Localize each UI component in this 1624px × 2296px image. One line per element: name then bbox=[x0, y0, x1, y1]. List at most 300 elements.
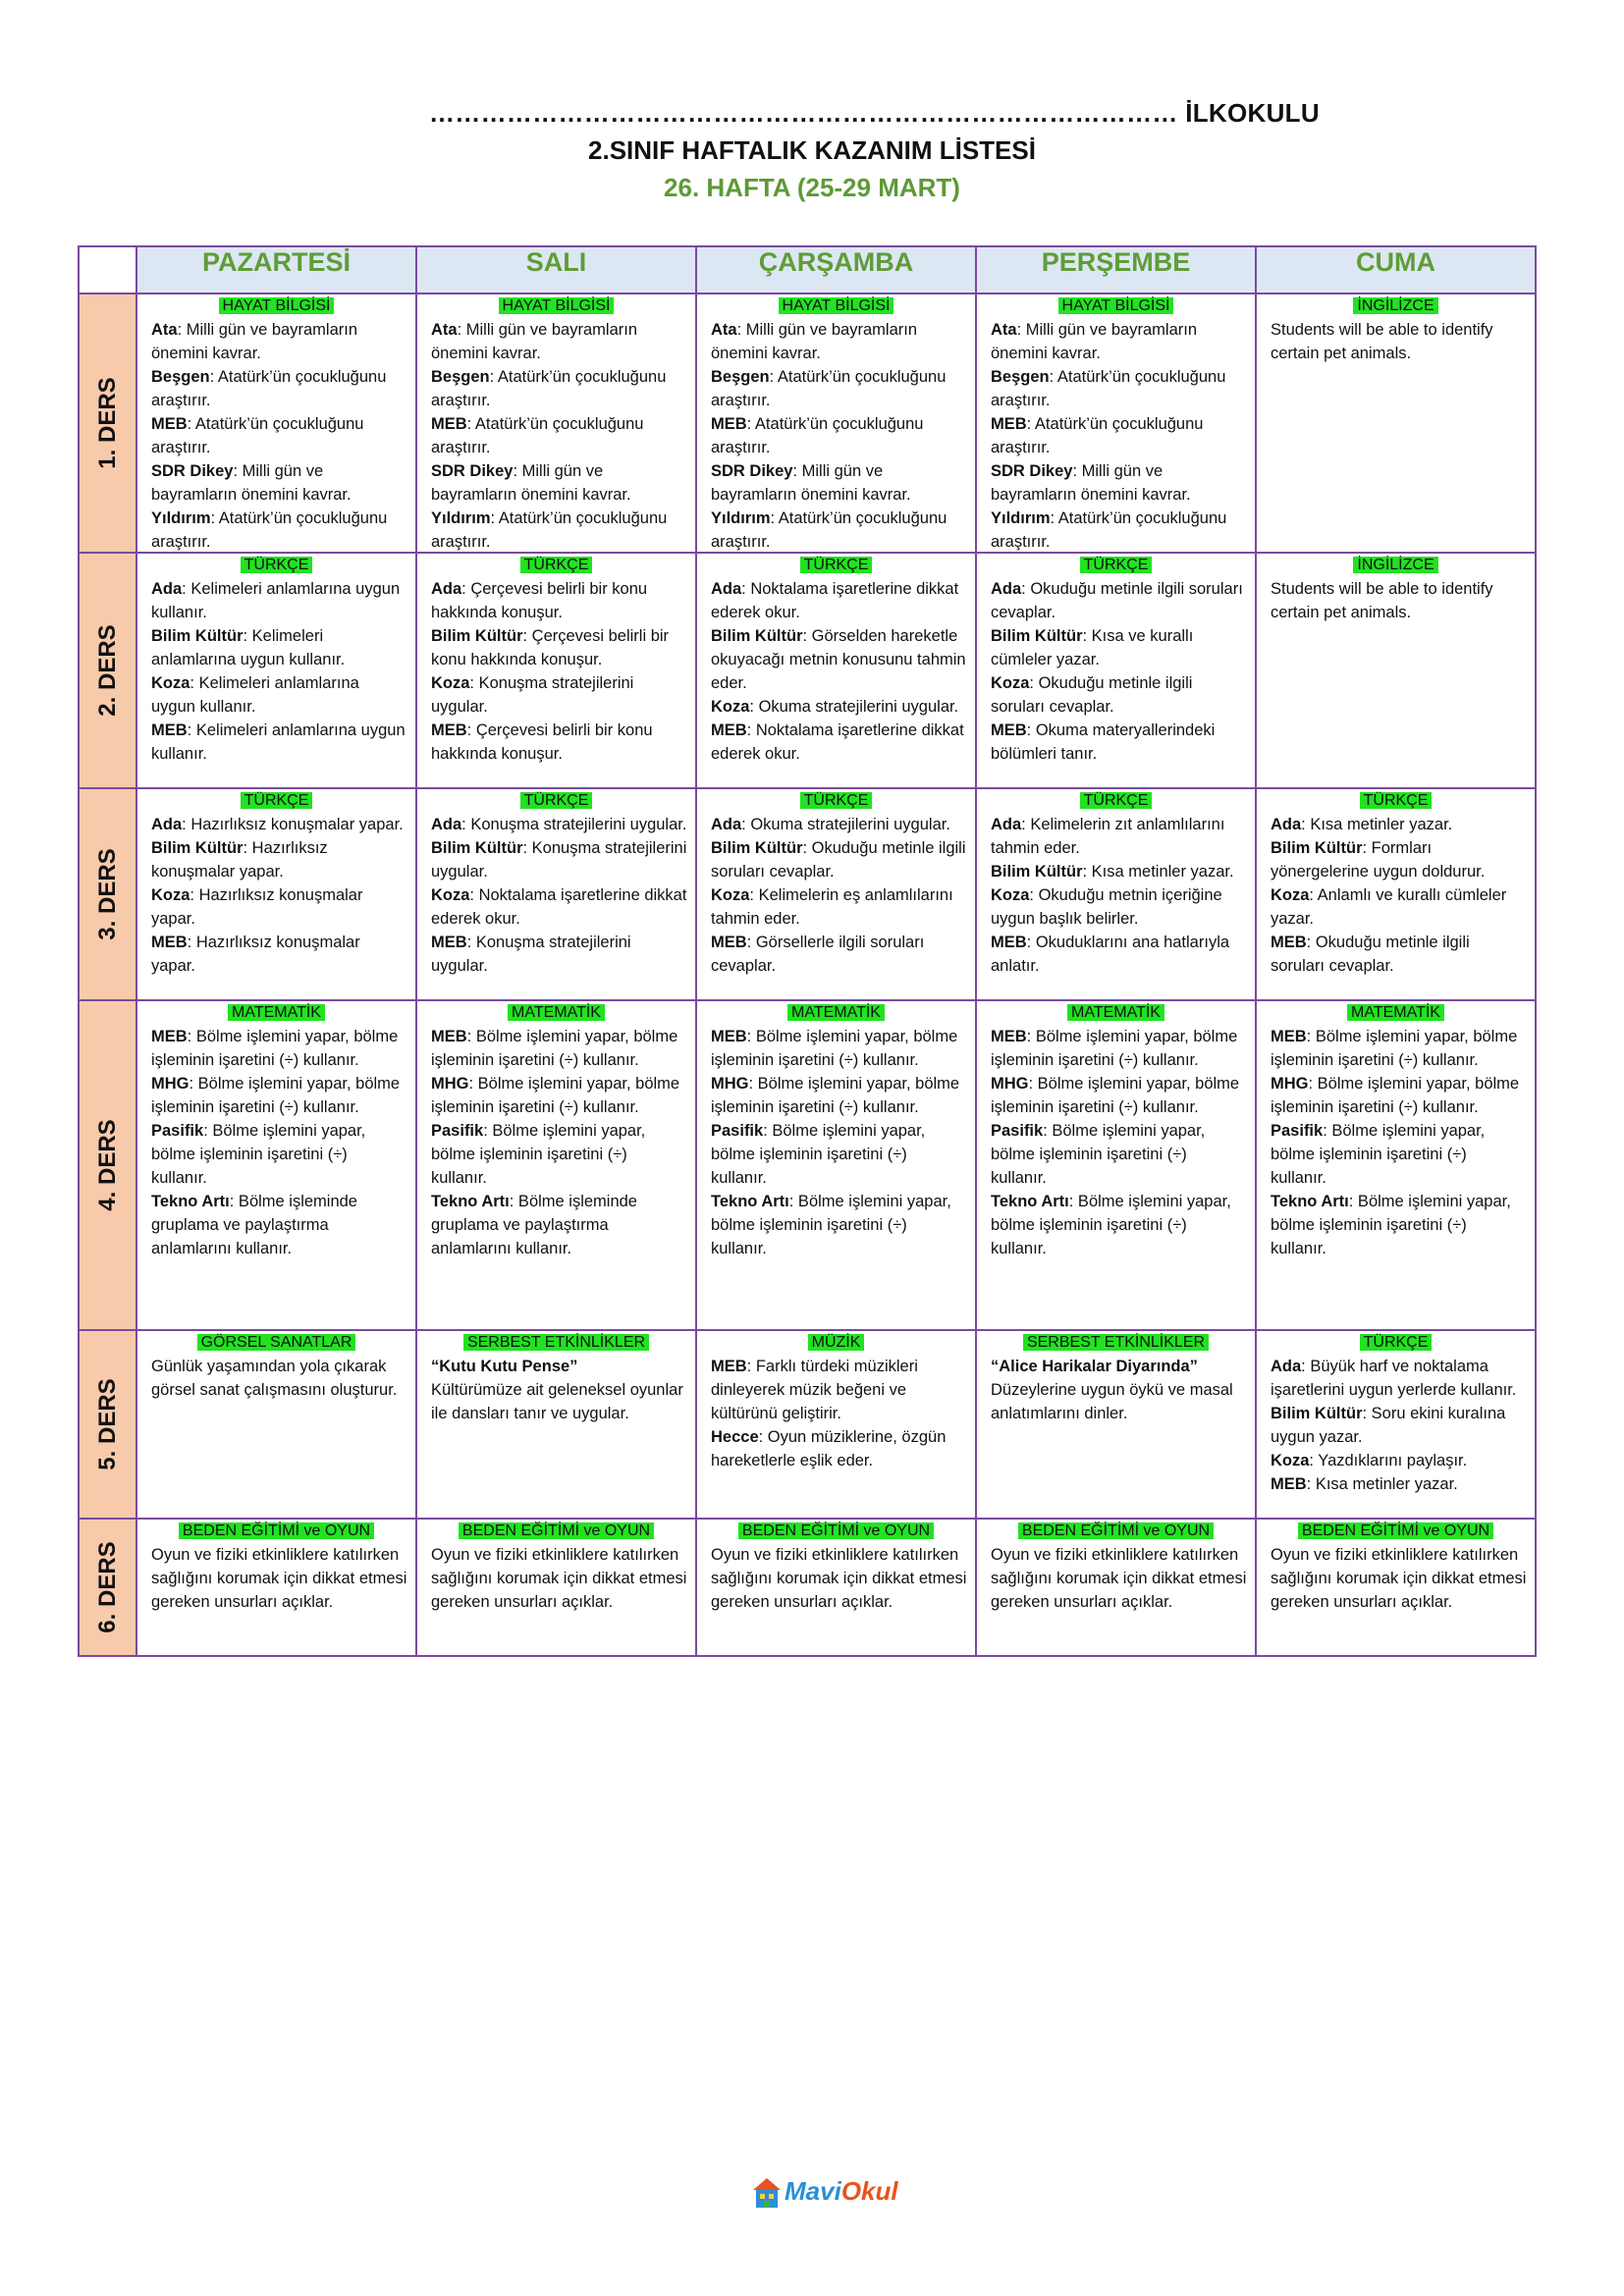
objective-text: Kültürümüze ait geleneksel oyunlar ile dansları tanır ve uygular. bbox=[431, 1381, 683, 1422]
publisher-name: MEB bbox=[431, 415, 467, 433]
objective-line bbox=[711, 1543, 967, 1614]
publisher-name: Bilim Kültür bbox=[991, 863, 1083, 881]
objective-text: : Konuşma stratejilerini uygular. bbox=[431, 674, 634, 716]
period-row bbox=[79, 788, 1536, 1000]
objective-text: : Görsellerle ilgili soruları cevaplar. bbox=[711, 934, 925, 975]
publisher-name: SDR Dikey bbox=[711, 462, 793, 480]
publisher-name: MHG bbox=[711, 1075, 749, 1093]
lesson-cell bbox=[1256, 788, 1536, 1000]
objectives bbox=[417, 811, 695, 999]
objective-text: : Okuma stratejilerini uygular. bbox=[749, 698, 959, 716]
objective-line bbox=[431, 719, 687, 766]
publisher-name: MEB bbox=[431, 1028, 467, 1045]
objective-line bbox=[711, 624, 967, 695]
objective-text: : Milli gün ve bayramların önemini kavrar. bbox=[151, 321, 357, 362]
lesson-cell bbox=[416, 1519, 696, 1656]
lesson-cell bbox=[416, 1330, 696, 1519]
objective-line bbox=[151, 365, 407, 412]
subject-label bbox=[977, 556, 1255, 575]
objective-text: : Atatürk’ün çocukluğunu araştırır. bbox=[431, 368, 667, 409]
lesson-cell bbox=[136, 1000, 416, 1330]
objective-line bbox=[711, 1190, 967, 1260]
objective-text: : Hazırlıksız konuşmalar yapar. bbox=[182, 816, 404, 833]
subject-highlight: MATEMATİK bbox=[228, 1004, 325, 1021]
subject-label bbox=[417, 1333, 695, 1353]
objective-text: : Konuşma stratejilerini uygular. bbox=[461, 816, 687, 833]
objectives bbox=[977, 1541, 1255, 1655]
objective-text: : Hazırlıksız konuşmalar yapar. bbox=[151, 839, 328, 881]
objective-line bbox=[711, 1425, 967, 1472]
objective-text: : Bölme işlemini yapar, bölme işleminin işaretini (÷) kullanır. bbox=[991, 1028, 1238, 1069]
publisher-name: “Kutu Kutu Pense” bbox=[431, 1358, 578, 1375]
publisher-name: MEB bbox=[151, 721, 188, 739]
objective-line bbox=[151, 1025, 407, 1072]
objective-text: : Atatürk’ün çocukluğunu araştırır. bbox=[431, 415, 644, 456]
objective-line bbox=[151, 1072, 407, 1119]
objective-text: : Kelimeleri anlamlarına uygun kullanır. bbox=[151, 721, 406, 763]
objective-line bbox=[991, 459, 1247, 507]
objective-line bbox=[711, 1072, 967, 1119]
corner-cell bbox=[79, 246, 136, 294]
publisher-name: Bilim Kültür bbox=[151, 839, 244, 857]
publisher-name: MEB bbox=[991, 721, 1027, 739]
objectives bbox=[417, 1353, 695, 1518]
lesson-cell bbox=[416, 788, 696, 1000]
subject-highlight: SERBEST ETKİNLİKLER bbox=[1023, 1334, 1209, 1351]
publisher-name: Pasifik bbox=[711, 1122, 764, 1140]
period-label-cell bbox=[79, 788, 136, 1000]
objective-text: : Okuduğu metinle ilgili soruları cevaplar. bbox=[711, 839, 966, 881]
publisher-name: Ada bbox=[711, 816, 742, 833]
objective-line bbox=[711, 318, 967, 365]
objectives bbox=[1257, 1541, 1535, 1655]
publisher-name: Hecce bbox=[711, 1428, 759, 1446]
subject-highlight: TÜRKÇE bbox=[241, 792, 313, 809]
subject-highlight: BEDEN EĞİTİMİ ve OYUN bbox=[1018, 1522, 1214, 1539]
publisher-name: Pasifik bbox=[431, 1122, 484, 1140]
objective-text: : Farklı türdeki müzikleri dinleyerek müzik beğeni ve kültürünü geliştirir. bbox=[711, 1358, 918, 1422]
objective-line bbox=[431, 624, 687, 671]
subject-label bbox=[697, 556, 975, 575]
objective-text: : Formları yönergelerine uygun doldurur. bbox=[1271, 839, 1486, 881]
objective-line bbox=[991, 318, 1247, 365]
subject-label bbox=[977, 296, 1255, 316]
publisher-name: “Alice Harikalar Diyarında” bbox=[991, 1358, 1198, 1375]
publisher-name: Ada bbox=[151, 816, 183, 833]
objective-line bbox=[1271, 1472, 1527, 1496]
publisher-name: Yıldırım bbox=[151, 509, 211, 527]
objective-line bbox=[991, 671, 1247, 719]
lesson-cell bbox=[136, 1330, 416, 1519]
objective-text: : Görselden hareketle okuyacağı metnin konusunu tahmin eder. bbox=[711, 627, 966, 692]
publisher-name: Pasifik bbox=[991, 1122, 1044, 1140]
objective-line bbox=[431, 1025, 687, 1072]
day-header: PERŞEMBE bbox=[976, 246, 1256, 294]
publisher-name: Ada bbox=[1271, 1358, 1302, 1375]
publisher-name: Tekno Artı bbox=[711, 1193, 789, 1210]
publisher-name: SDR Dikey bbox=[151, 462, 234, 480]
objective-text: : Okuduğu metinle ilgili soruları cevaplar. bbox=[991, 674, 1193, 716]
objective-line bbox=[431, 671, 687, 719]
subject-label bbox=[697, 1333, 975, 1353]
publisher-name: MEB bbox=[431, 721, 467, 739]
subject-label bbox=[697, 1522, 975, 1541]
publisher-name: Beşgen bbox=[711, 368, 770, 386]
subject-highlight: HAYAT BİLGİSİ bbox=[1058, 297, 1174, 314]
objective-line bbox=[431, 931, 687, 978]
objective-text: Düzeylerine uygun öykü ve masal anlatımlarını dinler. bbox=[991, 1381, 1233, 1422]
subject-highlight: HAYAT BİLGİSİ bbox=[499, 297, 615, 314]
objective-line bbox=[1271, 1072, 1527, 1119]
subject-highlight: TÜRKÇE bbox=[1360, 1334, 1433, 1351]
publisher-name: Tekno Artı bbox=[151, 1193, 230, 1210]
lesson-cell bbox=[976, 1519, 1256, 1656]
objective-text: : Bölme işlemini yapar, bölme işleminin işaretini (÷) kullanır. bbox=[431, 1122, 646, 1187]
publisher-name: SDR Dikey bbox=[991, 462, 1073, 480]
objectives bbox=[1257, 1023, 1535, 1329]
publisher-name: MEB bbox=[991, 415, 1027, 433]
objective-line bbox=[1271, 931, 1527, 978]
subject-highlight: SERBEST ETKİNLİKLER bbox=[463, 1334, 649, 1351]
publisher-name: MEB bbox=[991, 934, 1027, 951]
objectives bbox=[1257, 575, 1535, 787]
objective-text: : Noktalama işaretlerine dikkat ederek okur. bbox=[711, 580, 959, 621]
objective-line bbox=[151, 412, 407, 459]
objective-line bbox=[711, 365, 967, 412]
publisher-name: MEB bbox=[991, 1028, 1027, 1045]
objective-text: : Atatürk’ün çocukluğunu araştırır. bbox=[151, 368, 387, 409]
week-label: 26. HAFTA (25-29 MART) bbox=[664, 173, 960, 202]
subject-highlight: MATEMATİK bbox=[1347, 1004, 1444, 1021]
objective-line bbox=[431, 507, 687, 554]
objective-line bbox=[711, 577, 967, 624]
publisher-name: MEB bbox=[1271, 1028, 1307, 1045]
objective-text: : Milli gün ve bayramların önemini kavrar. bbox=[431, 462, 631, 504]
publisher-name: Bilim Kültür bbox=[711, 627, 803, 645]
objective-line bbox=[431, 1119, 687, 1190]
publisher-name: MEB bbox=[151, 415, 188, 433]
subject-highlight: TÜRKÇE bbox=[800, 557, 873, 573]
subject-label bbox=[977, 1522, 1255, 1541]
publisher-name: Tekno Artı bbox=[1271, 1193, 1349, 1210]
objectives bbox=[697, 575, 975, 787]
publisher-name: MEB bbox=[711, 1028, 747, 1045]
subject-label bbox=[1257, 556, 1535, 575]
lesson-cell bbox=[136, 553, 416, 788]
lesson-cell bbox=[976, 788, 1256, 1000]
objective-line bbox=[991, 1355, 1247, 1425]
period-row bbox=[79, 294, 1536, 553]
publisher-name: Ada bbox=[431, 816, 462, 833]
objective-text: : Soru ekini kuralına uygun yazar. bbox=[1271, 1405, 1506, 1446]
subject-label bbox=[977, 1333, 1255, 1353]
publisher-name: Bilim Kültür bbox=[151, 627, 244, 645]
subject-highlight: TÜRKÇE bbox=[1080, 792, 1153, 809]
objective-text: : Bölme işlemini yapar, bölme işleminin işaretini (÷) kullanır. bbox=[991, 1193, 1231, 1257]
period-row bbox=[79, 553, 1536, 788]
objective-line bbox=[991, 931, 1247, 978]
subject-highlight: BEDEN EĞİTİMİ ve OYUN bbox=[179, 1522, 374, 1539]
objective-text: : Konuşma stratejilerini uygular. bbox=[431, 934, 631, 975]
objective-line bbox=[151, 507, 407, 554]
objective-text: : Okuduğu metnin içeriğine uygun başlık belirler. bbox=[991, 886, 1222, 928]
publisher-name: Bilim Kültür bbox=[711, 839, 803, 857]
objective-line bbox=[151, 671, 407, 719]
objective-line bbox=[1271, 1119, 1527, 1190]
objective-text: : Atatürk’ün çocukluğunu araştırır. bbox=[431, 509, 668, 551]
subject-highlight: MATEMATİK bbox=[787, 1004, 885, 1021]
objective-text: : Kelimeleri anlamlarına uygun kullanır. bbox=[151, 627, 346, 668]
subject-label bbox=[137, 1522, 415, 1541]
period-row bbox=[79, 1330, 1536, 1519]
objective-line bbox=[711, 1025, 967, 1072]
objective-text: : Atatürk’ün çocukluğunu araştırır. bbox=[151, 509, 388, 551]
objective-text: : Çerçevesi belirli bir konu hakkında konuşur. bbox=[431, 580, 648, 621]
publisher-name: SDR Dikey bbox=[431, 462, 514, 480]
day-header: PAZARTESİ bbox=[136, 246, 416, 294]
objective-line bbox=[991, 1119, 1247, 1190]
objective-line bbox=[1271, 318, 1527, 365]
publisher-name: Ada bbox=[991, 816, 1022, 833]
objectives bbox=[417, 1023, 695, 1329]
objectives bbox=[137, 316, 415, 552]
publisher-name: Koza bbox=[151, 886, 190, 904]
objective-text: : Kısa metinler yazar. bbox=[1301, 816, 1453, 833]
lesson-cell bbox=[696, 553, 976, 788]
period-label-cell bbox=[79, 1330, 136, 1519]
lesson-cell bbox=[696, 788, 976, 1000]
objective-text: : Atatürk’ün çocukluğunu araştırır. bbox=[711, 415, 924, 456]
subject-label bbox=[1257, 1522, 1535, 1541]
objective-text: : Kısa metinler yazar. bbox=[1082, 863, 1234, 881]
lesson-cell bbox=[136, 788, 416, 1000]
objective-line bbox=[151, 459, 407, 507]
objective-line bbox=[711, 719, 967, 766]
subject-highlight: TÜRKÇE bbox=[800, 792, 873, 809]
objective-line bbox=[991, 577, 1247, 624]
publisher-name: Koza bbox=[431, 886, 470, 904]
objective-text: : Noktalama işaretlerine dikkat ederek okur. bbox=[711, 721, 964, 763]
objective-text: : Anlamlı ve kurallı cümleler yazar. bbox=[1271, 886, 1507, 928]
publisher-name: Koza bbox=[991, 674, 1030, 692]
objective-text: : Atatürk’ün çocukluğunu araştırır. bbox=[711, 368, 947, 409]
publisher-name: Tekno Artı bbox=[991, 1193, 1069, 1210]
objective-text: : Milli gün ve bayramların önemini kavrar. bbox=[711, 462, 911, 504]
objective-line bbox=[151, 883, 407, 931]
period-label: 5. DERS bbox=[93, 1378, 121, 1470]
objective-line bbox=[991, 412, 1247, 459]
publisher-name: Ata bbox=[711, 321, 737, 339]
subject-label bbox=[137, 296, 415, 316]
objective-text: Oyun ve fiziki etkinliklere katılırken sağlığını korumak için dikkat etmesi gereken unsurları açıklar. bbox=[711, 1546, 967, 1611]
subject-label bbox=[417, 1003, 695, 1023]
objective-text: : Atatürk’ün çocukluğunu araştırır. bbox=[991, 368, 1226, 409]
publisher-name: Ada bbox=[1271, 816, 1302, 833]
objective-text: : Kısa ve kurallı cümleler yazar. bbox=[991, 627, 1194, 668]
subject-highlight: MATEMATİK bbox=[1067, 1004, 1164, 1021]
objective-text: Students will be able to identify certain pet animals. bbox=[1271, 321, 1493, 362]
publisher-name: Koza bbox=[1271, 886, 1310, 904]
publisher-name: Beşgen bbox=[991, 368, 1050, 386]
lesson-cell bbox=[976, 1000, 1256, 1330]
objective-text: : Konuşma stratejilerini uygular. bbox=[431, 839, 687, 881]
publisher-name: Koza bbox=[431, 674, 470, 692]
objective-text: : Bölme işlemini yapar, bölme işleminin işaretini (÷) kullanır. bbox=[1271, 1028, 1518, 1069]
objective-line bbox=[431, 365, 687, 412]
objective-line bbox=[151, 1119, 407, 1190]
objective-text: : Hazırlıksız konuşmalar yapar. bbox=[151, 934, 360, 975]
objective-text: : Bölme işlemini yapar, bölme işleminin işaretini (÷) kullanır. bbox=[1271, 1122, 1486, 1187]
objective-text: : Bölme işlemini yapar, bölme işleminin işaretini (÷) kullanır. bbox=[991, 1075, 1240, 1116]
publisher-name: Ada bbox=[991, 580, 1022, 598]
day-header: CUMA bbox=[1256, 246, 1536, 294]
objective-text: : Kelimelerin zıt anlamlılarını tahmin eder. bbox=[991, 816, 1225, 857]
subject-highlight: BEDEN EĞİTİMİ ve OYUN bbox=[459, 1522, 654, 1539]
period-label: 3. DERS bbox=[93, 848, 121, 940]
objective-line bbox=[151, 1190, 407, 1260]
subject-label bbox=[1257, 296, 1535, 316]
objective-line bbox=[151, 1355, 407, 1402]
publisher-name: Ata bbox=[431, 321, 458, 339]
objective-line bbox=[991, 1025, 1247, 1072]
brand-text: MaviOkul bbox=[785, 2176, 898, 2206]
objective-text: : Okuduğu metinle ilgili soruları cevaplar. bbox=[991, 580, 1243, 621]
objective-line bbox=[711, 1119, 967, 1190]
objective-line bbox=[151, 813, 407, 836]
objective-line bbox=[431, 459, 687, 507]
subject-highlight: TÜRKÇE bbox=[520, 792, 593, 809]
publisher-name: Bilim Kültür bbox=[431, 627, 523, 645]
objective-text: : Çerçevesi belirli bir konu hakkında konuşur. bbox=[431, 721, 653, 763]
objective-text: : Milli gün ve bayramların önemini kavrar. bbox=[991, 321, 1197, 362]
publisher-name: Pasifik bbox=[151, 1122, 204, 1140]
objective-line bbox=[151, 836, 407, 883]
objectives bbox=[977, 575, 1255, 787]
objective-text: Oyun ve fiziki etkinliklere katılırken sağlığını korumak için dikkat etmesi gereken unsurları açıklar. bbox=[1271, 1546, 1527, 1611]
publisher-name: Pasifik bbox=[1271, 1122, 1324, 1140]
objectives bbox=[977, 1353, 1255, 1518]
objective-line bbox=[431, 1378, 687, 1425]
schedule-table bbox=[78, 245, 1537, 1657]
subject-highlight: TÜRKÇE bbox=[1360, 792, 1433, 809]
objectives bbox=[697, 1023, 975, 1329]
objective-text: : Bölme işlemini yapar, bölme işleminin işaretini (÷) kullanır. bbox=[991, 1122, 1206, 1187]
objectives bbox=[137, 811, 415, 999]
objective-line bbox=[991, 1543, 1247, 1614]
objectives bbox=[697, 1541, 975, 1655]
day-header: SALI bbox=[416, 246, 696, 294]
subject-highlight: TÜRKÇE bbox=[520, 557, 593, 573]
objective-text: : Bölme işlemini yapar, bölme işleminin işaretini (÷) kullanır. bbox=[151, 1028, 399, 1069]
objective-text: : Bölme işleminde gruplama ve paylaştırma anlamlarını kullanır. bbox=[431, 1193, 637, 1257]
objective-line bbox=[991, 507, 1247, 554]
lesson-cell bbox=[696, 1000, 976, 1330]
objectives bbox=[977, 1023, 1255, 1329]
objective-line bbox=[991, 883, 1247, 931]
period-row bbox=[79, 1519, 1536, 1656]
objective-line bbox=[1271, 1355, 1527, 1402]
lesson-cell bbox=[1256, 294, 1536, 553]
objective-text: : Kelimeleri anlamlarına uygun kullanır. bbox=[151, 674, 359, 716]
publisher-name: MEB bbox=[151, 934, 188, 951]
publisher-name: MHG bbox=[151, 1075, 189, 1093]
objective-text: : Atatürk’ün çocukluğunu araştırır. bbox=[991, 415, 1204, 456]
subject-highlight: TÜRKÇE bbox=[1080, 557, 1153, 573]
objective-line bbox=[1271, 1190, 1527, 1260]
objective-text: : Okuma materyallerindeki bölümleri tanır. bbox=[991, 721, 1216, 763]
lesson-cell bbox=[136, 294, 416, 553]
objective-line bbox=[431, 318, 687, 365]
lesson-cell bbox=[1256, 1000, 1536, 1330]
objective-line bbox=[431, 1543, 687, 1614]
objective-text: : Atatürk’ün çocukluğunu araştırır. bbox=[991, 509, 1227, 551]
subject-label bbox=[1257, 1333, 1535, 1353]
publisher-name: Yıldırım bbox=[711, 509, 771, 527]
objectives bbox=[417, 1541, 695, 1655]
subject-label bbox=[137, 1003, 415, 1023]
objective-line bbox=[991, 1190, 1247, 1260]
objective-line bbox=[711, 412, 967, 459]
period-label-cell bbox=[79, 294, 136, 553]
publisher-name: Yıldırım bbox=[431, 509, 491, 527]
objective-line bbox=[711, 459, 967, 507]
objective-line bbox=[151, 1543, 407, 1614]
objective-line bbox=[711, 695, 967, 719]
objective-line bbox=[1271, 1402, 1527, 1449]
subject-label bbox=[977, 1003, 1255, 1023]
objective-text: : Milli gün ve bayramların önemini kavrar. bbox=[151, 462, 352, 504]
subject-label bbox=[417, 556, 695, 575]
objective-text: : Atatürk’ün çocukluğunu araştırır. bbox=[151, 415, 364, 456]
publisher-name: Bilim Kültür bbox=[431, 839, 523, 857]
publisher-name: Koza bbox=[711, 698, 750, 716]
objective-line bbox=[991, 365, 1247, 412]
objectives bbox=[417, 575, 695, 787]
subject-label bbox=[1257, 791, 1535, 811]
lesson-cell bbox=[696, 1330, 976, 1519]
objective-text: : Bölme işlemini yapar, bölme işleminin işaretini (÷) kullanır. bbox=[1271, 1075, 1520, 1116]
objective-line bbox=[151, 624, 407, 671]
subject-highlight: MATEMATİK bbox=[508, 1004, 605, 1021]
publisher-name: Koza bbox=[151, 674, 190, 692]
lesson-cell bbox=[976, 1330, 1256, 1519]
lesson-cell bbox=[1256, 1519, 1536, 1656]
period-label: 6. DERS bbox=[93, 1541, 121, 1633]
objective-text: : Bölme işleminde gruplama ve paylaştırma anlamlarını kullanır. bbox=[151, 1193, 357, 1257]
publisher-name: MHG bbox=[991, 1075, 1029, 1093]
subject-highlight: HAYAT BİLGİSİ bbox=[779, 297, 894, 314]
subject-label bbox=[137, 791, 415, 811]
objectives bbox=[697, 316, 975, 552]
objective-text: Oyun ve fiziki etkinliklere katılırken sağlığını korumak için dikkat etmesi gereken unsurları açıklar. bbox=[991, 1546, 1247, 1611]
objective-line bbox=[431, 1355, 687, 1378]
objectives bbox=[1257, 1353, 1535, 1518]
objectives bbox=[977, 316, 1255, 552]
objective-line bbox=[431, 577, 687, 624]
objective-text: Günlük yaşamından yola çıkarak görsel sanat çalışmasını oluşturur. bbox=[151, 1358, 398, 1399]
publisher-name: MEB bbox=[711, 1358, 747, 1375]
objective-text: : Hazırlıksız konuşmalar yapar. bbox=[151, 886, 363, 928]
subject-highlight: İNGİLİZCE bbox=[1353, 557, 1437, 573]
objectives bbox=[137, 575, 415, 787]
objective-text: : Okuduklarını ana hatlarıyla anlatır. bbox=[991, 934, 1230, 975]
lesson-cell bbox=[696, 294, 976, 553]
subject-highlight: BEDEN EĞİTİMİ ve OYUN bbox=[738, 1522, 934, 1539]
objectives bbox=[137, 1023, 415, 1329]
publisher-name: MHG bbox=[1271, 1075, 1309, 1093]
objective-line bbox=[1271, 1449, 1527, 1472]
objective-text: : Çerçevesi belirli bir konu hakkında konuşur. bbox=[431, 627, 670, 668]
